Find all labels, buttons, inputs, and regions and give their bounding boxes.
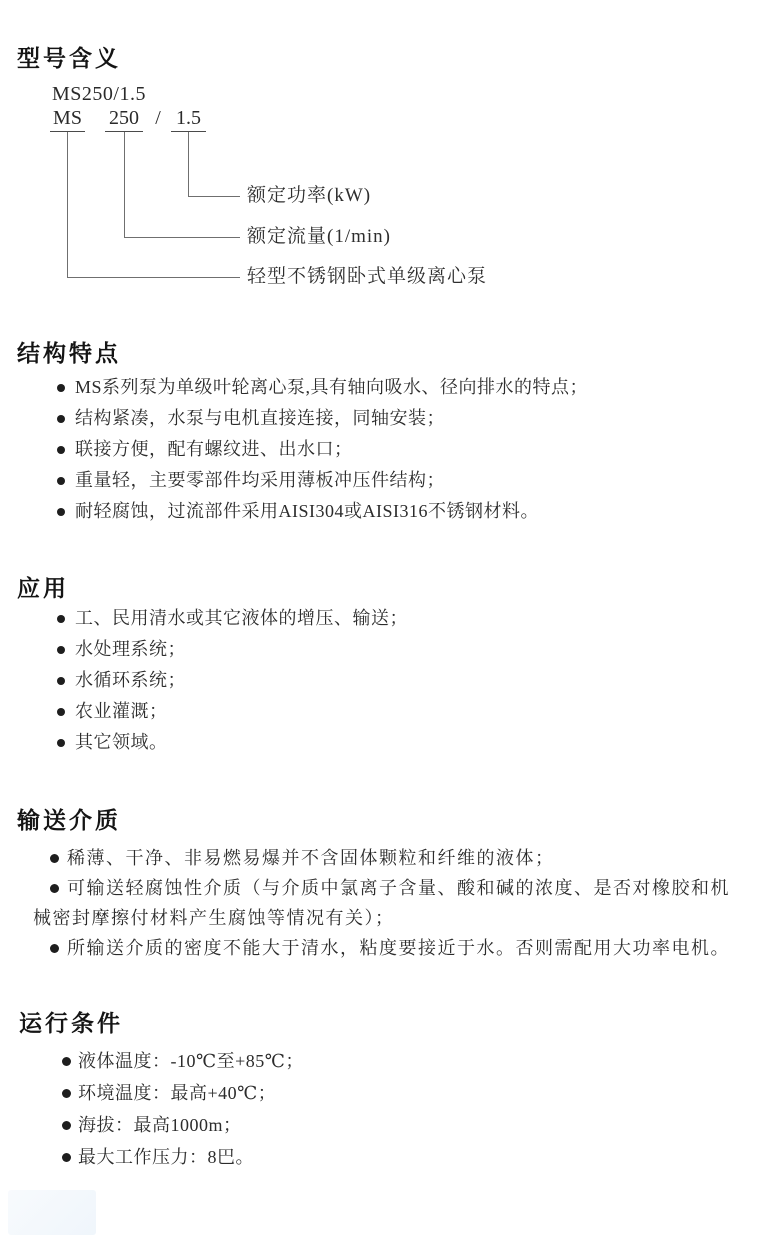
condition-item-text: 最大工作压力：8巴。 <box>78 1147 254 1167</box>
bullet-icon <box>62 1057 71 1066</box>
rated-flow-label: 额定流量(1/min) <box>247 226 391 247</box>
feature-item-text: 联接方便，配有螺纹进、出水口； <box>75 439 353 459</box>
feature-item <box>0 434 588 465</box>
diagram-line-horizontal-power <box>188 196 240 197</box>
application-item <box>0 665 408 696</box>
bullet-icon <box>57 615 65 623</box>
diagram-line-horizontal-type <box>67 277 240 278</box>
bullet-icon <box>57 646 65 654</box>
condition-item <box>0 1141 304 1173</box>
application-item <box>0 603 408 634</box>
rated-power-label: 额定功率(kW) <box>247 185 372 206</box>
bullet-icon <box>57 384 65 392</box>
features-heading: 结构特点 <box>17 340 121 366</box>
model-meaning-heading: 型号含义 <box>17 45 121 71</box>
bullet-icon <box>62 1121 71 1130</box>
media-heading: 输送介质 <box>17 807 121 833</box>
feature-item <box>0 496 588 527</box>
condition-item <box>0 1045 304 1077</box>
bullet-icon <box>50 854 59 863</box>
application-item-text: 其它领域。 <box>75 732 168 752</box>
application-item <box>0 727 408 758</box>
condition-item <box>0 1109 304 1141</box>
application-item <box>0 696 408 727</box>
feature-item-text: 结构紧凑，水泵与电机直接连接，同轴安装； <box>75 408 445 428</box>
model-code-separator: / <box>155 107 161 129</box>
feature-item-text: 耐轻腐蚀，过流部件采用AISI304或AISI316不锈钢材料。 <box>75 501 539 521</box>
condition-item-text: 环境温度：最高+40℃； <box>78 1083 277 1103</box>
application-item-text: 水循环系统； <box>75 670 186 690</box>
pump-type-label: 轻型不锈钢卧式单级离心泵 <box>247 266 488 287</box>
model-code-ms: MS <box>50 107 85 132</box>
model-code-250: 250 <box>105 107 143 132</box>
condition-item-text: 海拔：最高1000m； <box>78 1115 242 1135</box>
model-example: MS250/1.5 <box>52 83 146 105</box>
media-list <box>33 843 735 963</box>
bullet-icon <box>50 884 59 893</box>
medium-item <box>33 933 735 963</box>
application-item-text: 水处理系统； <box>75 639 186 659</box>
bullet-icon <box>57 477 65 485</box>
bullet-icon <box>50 944 59 953</box>
medium-item <box>33 843 735 873</box>
bullet-icon <box>57 446 65 454</box>
diagram-line-vertical-250 <box>124 132 125 237</box>
conditions-heading: 运行条件 <box>19 1010 123 1036</box>
bullet-icon <box>57 708 65 716</box>
bullet-icon <box>57 508 65 516</box>
diagram-line-vertical-15 <box>188 132 189 196</box>
conditions-list <box>0 1045 304 1173</box>
diagram-line-vertical-ms <box>67 132 68 277</box>
bullet-icon <box>57 739 65 747</box>
features-list <box>0 372 588 527</box>
applications-heading: 应用 <box>17 575 69 601</box>
bullet-icon <box>57 415 65 423</box>
application-item-text: 农业灌溉； <box>75 701 168 721</box>
medium-item <box>33 873 735 933</box>
condition-item-text: 液体温度：-10℃至+85℃； <box>78 1051 304 1071</box>
bullet-icon <box>62 1153 71 1162</box>
feature-item <box>0 372 588 403</box>
feature-item <box>0 465 588 496</box>
condition-item <box>0 1077 304 1109</box>
medium-item-text: 稀薄、干净、非易燃易爆并不含固体颗粒和纤维的液体； <box>67 848 555 868</box>
feature-item-text: MS系列泵为单级叶轮离心泵,具有轴向吸水、径向排水的特点； <box>75 377 589 397</box>
feature-item-text: 重量轻，主要零部件均采用薄板冲压件结构； <box>75 470 445 490</box>
feature-item <box>0 403 588 434</box>
corner-watermark-shape <box>8 1190 96 1235</box>
bullet-icon <box>57 677 65 685</box>
applications-list <box>0 603 408 758</box>
model-code-15: 1.5 <box>171 107 206 132</box>
application-item <box>0 634 408 665</box>
diagram-line-horizontal-flow <box>124 237 240 238</box>
bullet-icon <box>62 1089 71 1098</box>
medium-item-text: 所输送介质的密度不能大于清水，粘度要接近于水。否则需配用大功率电机。 <box>67 938 730 958</box>
medium-item-text: 可输送轻腐蚀性介质（与介质中氯离子含量、酸和碱的浓度、是否对橡胶和机械密封摩擦付材料产生腐蚀等情况有关）； <box>33 878 730 928</box>
application-item-text: 工、民用清水或其它液体的增压、输送； <box>75 608 408 628</box>
